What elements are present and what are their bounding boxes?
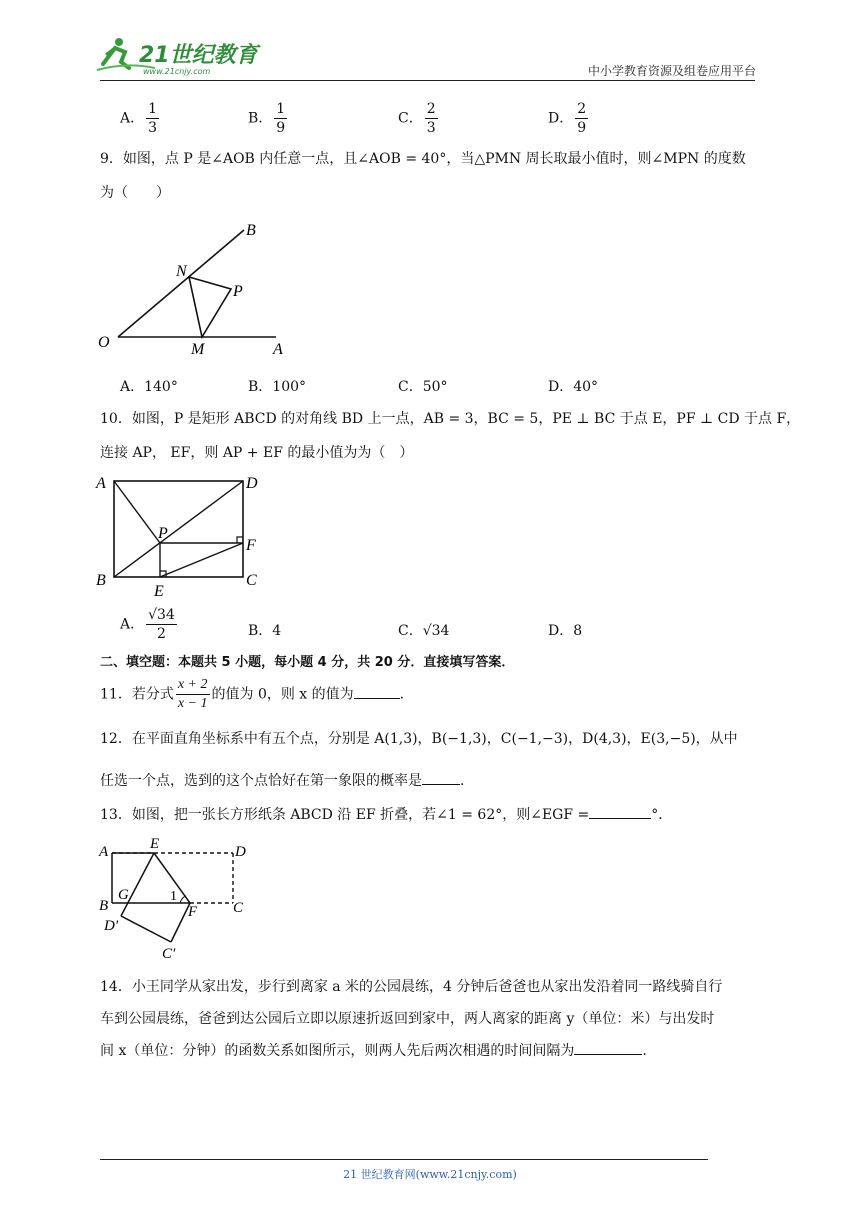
label-e: E	[150, 836, 160, 852]
q10-option-b: B．4	[248, 623, 282, 639]
q9-option-c: C．50°	[398, 379, 448, 395]
section-heading: 二、填空题：本题共 5 小题，每小题 4 分，共 20 分．直接填写答案．	[100, 655, 515, 670]
label-o: O	[98, 334, 110, 351]
label-d: D	[246, 475, 258, 492]
label-p: P	[158, 525, 168, 542]
q9-option-d: D．40°	[548, 379, 599, 395]
label-a: A	[273, 341, 283, 358]
label-b: B	[246, 222, 256, 239]
header-divider	[100, 80, 755, 81]
label-d-prime: D′	[104, 918, 119, 934]
q9-figure	[96, 216, 306, 360]
q12-text-line1: 12．在平面直角坐标系中有五个点，分别是 A(1,3)，B(−1,3)，C(−1,−3)，D(4,3)，E(3,−5)，从中	[100, 731, 738, 747]
platform-name: 中小学教育资源及组卷应用平台	[587, 64, 756, 78]
q12-text-line2: 任选一个点，选到的这个点恰好在第一象限的概率是 .	[100, 770, 464, 792]
q9-option-a: A．140°	[120, 379, 178, 395]
label-f: F	[246, 537, 256, 554]
q9-option-b: B．100°	[248, 379, 307, 395]
label-a: A	[99, 844, 109, 860]
label-m: M	[191, 341, 205, 358]
q14-text-line1: 14．小王同学从家出发，步行到离家 a 米的公园晨练，4 分钟后爸爸也从家出发沿着同一路线骑自行	[100, 979, 723, 995]
label-a: A	[96, 475, 106, 492]
q9-text-line2: 为（ ）	[100, 185, 170, 201]
label-c: C	[246, 572, 257, 589]
q8-option-d: D． $\frac{2}{9}$	[548, 101, 587, 136]
label-g: G	[118, 887, 129, 903]
q11-text: 11．若分式 $\frac{x + 2}{x - 1}$ 的值为 0，则 x 的值为 .	[100, 677, 405, 711]
answer-blank	[422, 770, 460, 785]
label-b: B	[96, 572, 106, 589]
label-angle-1: 1	[170, 889, 177, 904]
q13-text: 13．如图，把一张长方形纸条 ABCD 沿 EF 折叠，若∠1 = 62°，则∠EGF = °．	[100, 804, 672, 826]
label-e: E	[154, 583, 164, 600]
q13-figure	[96, 834, 256, 960]
logo-url: www.21cnjy.com	[143, 67, 211, 76]
label-p: P	[233, 283, 243, 300]
q10-text-line2: 连接 AP， EF，则 AP + EF 的最小值为为（ ）	[100, 445, 414, 461]
q14-text-line2: 车到公园晨练，爸爸到达公园后立即以原速折返回到家中，两人离家的距离 y（单位：米）与出发时	[100, 1011, 715, 1027]
answer-blank	[354, 684, 400, 699]
q10-option-a: A． $\frac{√34}{2}$	[120, 607, 175, 642]
footer-text[interactable]: 21 世纪教育网(www.21cnjy.com)	[343, 1168, 517, 1181]
q8-option-a: A． $\frac{1}{3}$	[120, 101, 158, 136]
label-c: C	[233, 900, 244, 916]
label-d: D	[235, 844, 246, 860]
q8-option-c: C． $\frac{2}{3}$	[398, 101, 436, 136]
footer-divider	[100, 1159, 708, 1160]
answer-blank	[574, 1040, 642, 1055]
q10-text-line1: 10．如图，P 是矩形 ABCD 的对角线 BD 上一点，AB = 3，BC = 5，PE ⊥ BC 于点 E，PF ⊥ CD 于点 F，	[100, 411, 801, 427]
logo-text: 21世纪教育	[139, 43, 258, 68]
q8-option-b: B． $\frac{1}{9}$	[248, 101, 286, 136]
q10-option-c: C．√34	[398, 623, 450, 639]
label-c-prime: C′	[162, 946, 176, 960]
q14-text-line3: 间 x（单位：分钟）的函数关系如图所示，则两人先后两次相遇的时间间隔为 .	[100, 1040, 647, 1062]
q10-figure	[94, 470, 274, 602]
q9-text-line1: 9．如图，点 P 是∠AOB 内任意一点，且∠AOB = 40°，当△PMN 周长取最小值时，则∠MPN 的度数	[100, 151, 746, 167]
answer-blank	[589, 804, 651, 819]
label-b: B	[99, 898, 109, 914]
site-logo	[95, 34, 265, 78]
label-f: F	[188, 904, 198, 920]
q10-option-d: D．8	[548, 623, 583, 639]
label-n: N	[176, 263, 187, 280]
